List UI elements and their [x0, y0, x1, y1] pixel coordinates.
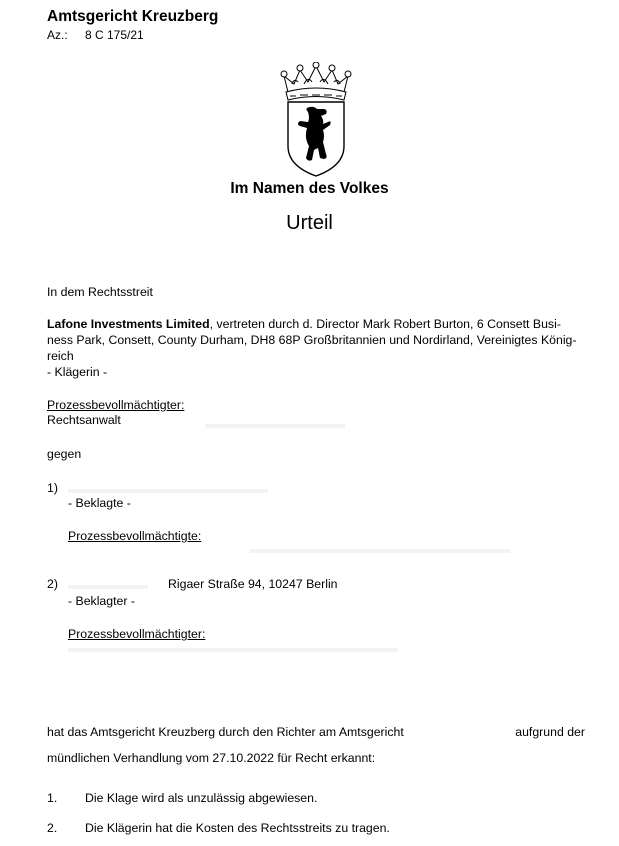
- defendant-1-number: 1): [47, 481, 58, 495]
- intro-text: In dem Rechtsstreit: [47, 285, 153, 299]
- defendant-1-counsel-label: Prozessbevollmächtigte:: [68, 529, 202, 543]
- ruling-1-number: 1.: [47, 791, 58, 805]
- decision-line-2: mündlichen Verhandlung vom 27.10.2022 für Recht erkannt:: [47, 751, 376, 765]
- ruling-1-text: Die Klage wird als unzulässig abgewiesen.: [85, 791, 318, 805]
- plaintiff-name: Lafone Investments Limited: [47, 317, 210, 331]
- redaction-mark: [250, 549, 510, 553]
- defendant-2-counsel-label: Prozessbevollmächtigter:: [68, 627, 206, 641]
- plaintiff-counsel-label: Prozessbevollmächtigter:: [47, 398, 185, 412]
- case-number-label: Az.:: [47, 28, 68, 42]
- ruling-2-text: Die Klägerin hat die Kosten des Rechtsstreits zu tragen.: [85, 821, 390, 835]
- crown-icon: [281, 62, 351, 100]
- decision-text-left: hat das Amtsgericht Kreuzberg durch den Richter am Amtsgericht: [47, 725, 404, 739]
- redaction-mark: [68, 585, 148, 589]
- plaintiff-line-3: reich: [47, 349, 74, 363]
- court-name: Amtsgericht Kreuzberg: [47, 8, 219, 25]
- plaintiff-counsel-value: Rechtsanwalt: [47, 413, 121, 427]
- heading-in-the-name-of-the-people: Im Namen des Volkes: [230, 180, 389, 197]
- plaintiff-representation: , vertreten durch d. Director Mark Robert Burton, 6 Consett Busi-: [209, 317, 561, 331]
- redaction-mark: [68, 489, 268, 493]
- case-number: 8 C 175/21: [85, 28, 144, 42]
- defendant-2-number: 2): [47, 577, 58, 591]
- redaction-mark: [205, 424, 345, 428]
- defendant-2-address: Rigaer Straße 94, 10247 Berlin: [168, 577, 338, 591]
- ruling-2-number: 2.: [47, 821, 58, 835]
- document-type-title: Urteil: [286, 212, 333, 234]
- decision-line-1: [47, 725, 585, 739]
- defendant-2-role: - Beklagter -: [68, 594, 135, 608]
- plaintiff-line-1: [47, 317, 561, 331]
- redaction-mark: [68, 648, 398, 652]
- plaintiff-line-2: ness Park, Consett, County Durham, DH8 68P Großbritannien und Nordirland, Vereinigtes König-: [47, 333, 577, 347]
- decision-text-right: aufgrund der: [515, 725, 585, 739]
- defendant-1-role: - Beklagte -: [68, 496, 131, 510]
- berlin-bear-coat-of-arms-icon: [280, 62, 352, 180]
- plaintiff-role: - Klägerin -: [47, 365, 108, 379]
- versus-text: gegen: [47, 447, 82, 461]
